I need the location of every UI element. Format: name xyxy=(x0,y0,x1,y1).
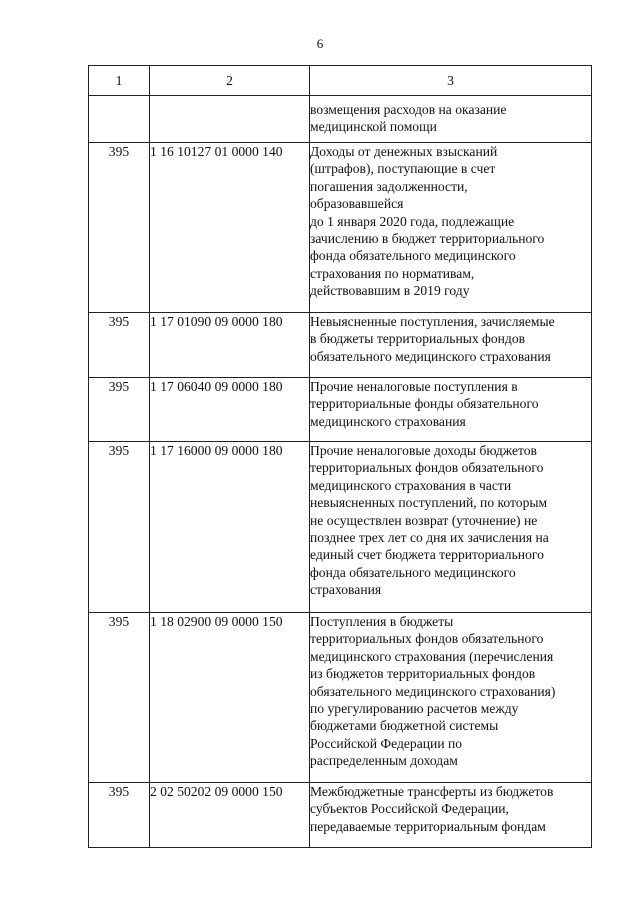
budget-classification-table xyxy=(88,65,592,848)
description-line: единый счет бюджета территориального xyxy=(310,547,544,563)
income-description-cell xyxy=(310,378,592,442)
table-row xyxy=(89,783,592,848)
budget-code-cell xyxy=(150,96,310,143)
description-line: из бюджетов территориальных фондов xyxy=(310,666,536,682)
table-row xyxy=(89,96,592,143)
budget-code-cell: 1 17 01090 09 0000 180 xyxy=(150,313,310,378)
column-header-3: 3 xyxy=(310,66,592,96)
description-line: образовавшейся xyxy=(310,196,404,212)
description-line: в бюджеты территориальных фондов xyxy=(310,331,526,347)
description-line: (штрафов), поступающие в счет xyxy=(310,161,496,177)
description-line: медицинского страхования в части xyxy=(310,477,512,493)
table-row xyxy=(89,378,592,442)
description-line: Невыясненные поступления, зачисляемые xyxy=(310,314,555,329)
admin-code-cell: 395 xyxy=(89,143,150,313)
description-line: Поступления в бюджеты xyxy=(310,614,454,629)
admin-code-cell: 395 xyxy=(89,783,150,848)
admin-code-cell: 395 xyxy=(89,378,150,442)
income-description-cell xyxy=(310,143,592,313)
column-header-2: 2 xyxy=(150,66,310,96)
description-line: действовавшим в 2019 году xyxy=(310,283,470,299)
admin-code-cell: 395 xyxy=(89,442,150,613)
income-description-cell xyxy=(310,313,592,378)
description-line: обязательного медицинского страхования xyxy=(310,348,551,364)
admin-code-cell: 395 xyxy=(89,313,150,378)
description-line: Межбюджетные трансферты из бюджетов xyxy=(310,784,554,799)
admin-code-cell xyxy=(89,96,150,143)
description-line: Доходы от денежных взысканий xyxy=(310,144,498,159)
budget-code-cell: 1 17 16000 09 0000 180 xyxy=(150,442,310,613)
description-line: не осуществлен возврат (уточнение) не xyxy=(310,512,538,528)
column-header-1: 1 xyxy=(89,66,150,96)
description-line: позднее трех лет со дня их зачисления на xyxy=(310,530,549,546)
description-line: Прочие неналоговые поступления в xyxy=(310,379,518,394)
description-line: бюджетами бюджетной системы xyxy=(310,718,499,734)
description-line: возмещения расходов на оказание xyxy=(310,102,507,117)
description-line: невыясненных поступлений, по которым xyxy=(310,495,548,511)
income-description-cell xyxy=(310,96,592,143)
description-line: зачислению в бюджет территориального xyxy=(310,231,545,247)
admin-code-cell: 395 xyxy=(89,613,150,783)
table-row xyxy=(89,313,592,378)
description-line: погашения задолженности, xyxy=(310,178,468,194)
description-line: территориальные фонды обязательного xyxy=(310,396,539,412)
description-line: распределенным доходам xyxy=(310,753,458,769)
description-line: субъектов Российской Федерации, xyxy=(310,801,509,817)
description-line: территориальных фондов обязательного xyxy=(310,460,544,476)
description-line: до 1 января 2020 года, подлежащие xyxy=(310,213,515,229)
table-header-row xyxy=(89,66,592,96)
description-line: медицинского страхования (перечисления xyxy=(310,648,554,664)
description-line: территориальных фондов обязательного xyxy=(310,631,544,647)
description-line: страхования по нормативам, xyxy=(310,265,475,281)
budget-code-cell: 2 02 50202 09 0000 150 xyxy=(150,783,310,848)
budget-code-cell: 1 17 06040 09 0000 180 xyxy=(150,378,310,442)
description-line: обязательного медицинского страхования) xyxy=(310,683,556,699)
description-line: Прочие неналоговые доходы бюджетов xyxy=(310,443,537,458)
table-row xyxy=(89,442,592,613)
income-description-cell xyxy=(310,613,592,783)
description-line: передаваемые территориальным фондам xyxy=(310,818,546,834)
table-row xyxy=(89,143,592,313)
description-line: страхования xyxy=(310,582,382,598)
income-description-cell xyxy=(310,783,592,848)
budget-code-cell: 1 16 10127 01 0000 140 xyxy=(150,143,310,313)
description-line: Российской Федерации по xyxy=(310,735,463,751)
table-row xyxy=(89,613,592,783)
description-line: медицинской помощи xyxy=(310,119,437,135)
description-line: фонда обязательного медицинского xyxy=(310,564,516,580)
description-line: фонда обязательного медицинского xyxy=(310,248,516,264)
budget-code-cell: 1 18 02900 09 0000 150 xyxy=(150,613,310,783)
income-description-cell xyxy=(310,442,592,613)
description-line: по урегулированию расчетов между xyxy=(310,701,519,717)
page-number: 6 xyxy=(316,36,324,51)
description-line: медицинского страхования xyxy=(310,413,466,429)
